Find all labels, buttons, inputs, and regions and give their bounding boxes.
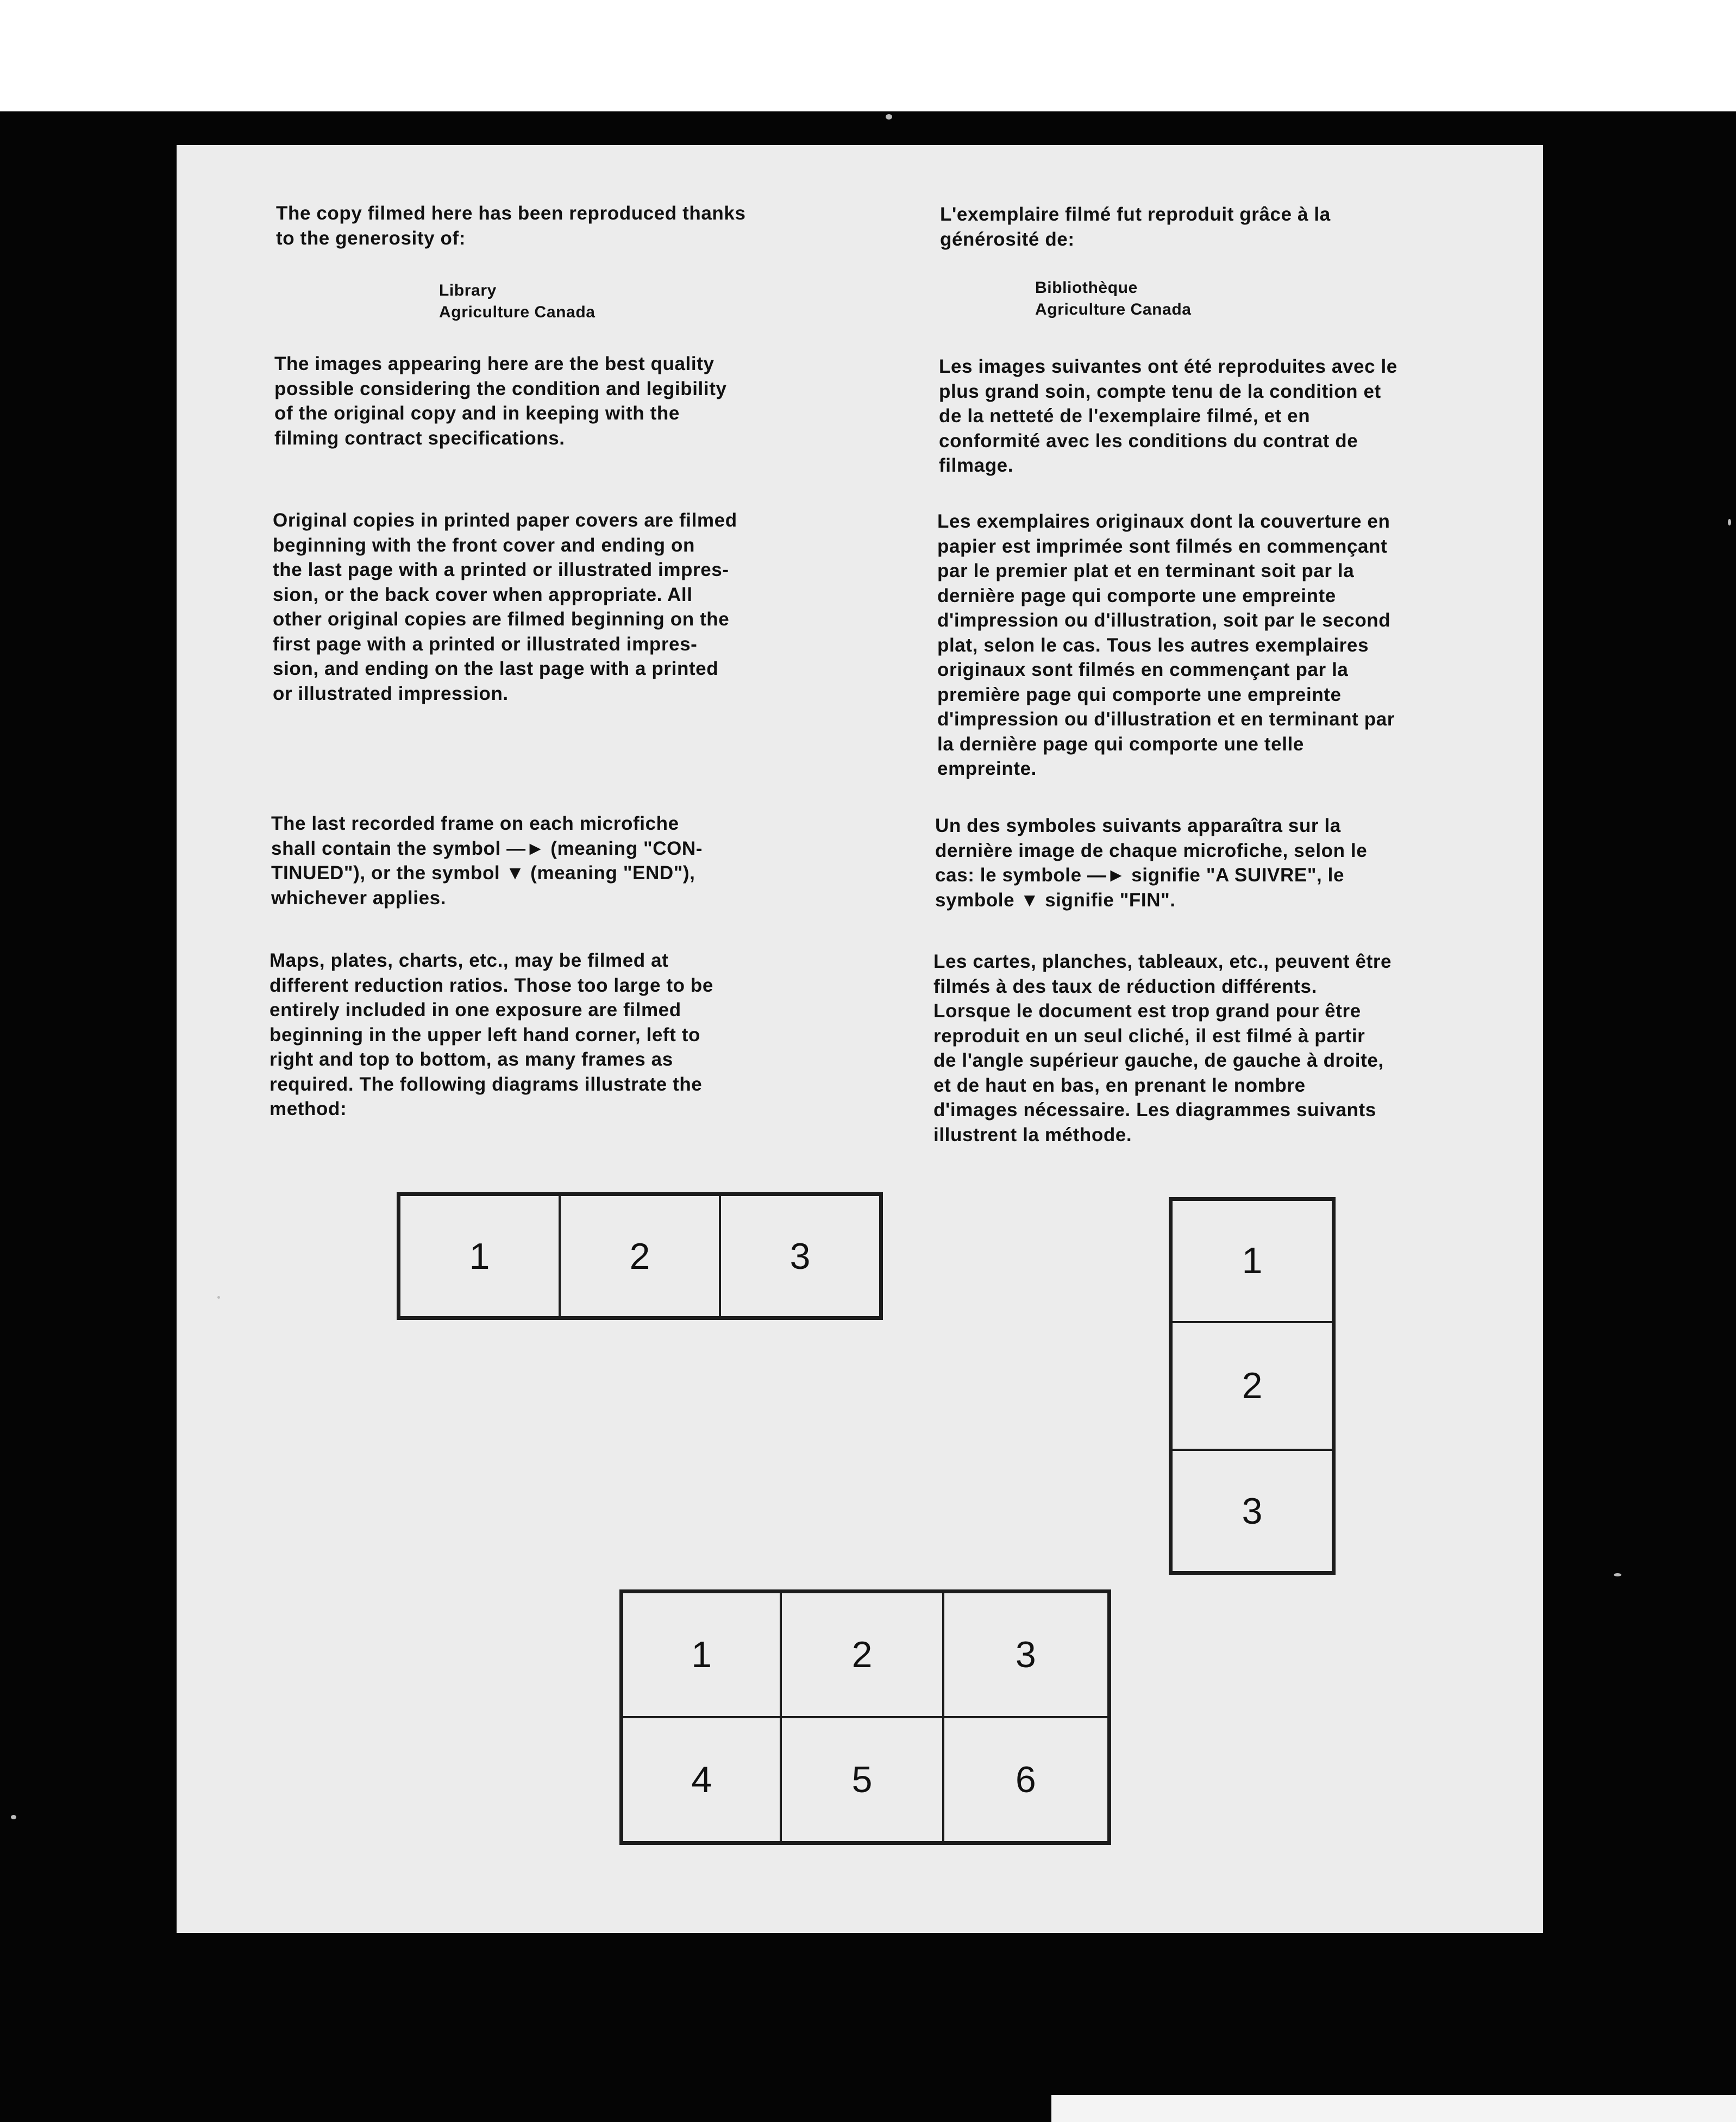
english-institution: Library Agriculture Canada <box>439 281 596 321</box>
frame-cell: 2 <box>560 1195 720 1317</box>
dust-speck <box>217 1296 220 1299</box>
frame-cell: 6 <box>943 1717 1108 1842</box>
frame-cell: 1 <box>1171 1200 1333 1322</box>
diagram-horizontal-frames <box>397 1192 883 1320</box>
french-institution: Bibliothèque Agriculture Canada <box>1035 279 1192 318</box>
dust-speck <box>1614 1573 1621 1576</box>
french-acknowledgement: L'exemplaire filmé fut reproduit grâce à la générosité de: <box>940 204 1331 250</box>
english-symbols: The last recorded frame on each microfiche shall contain the symbol —► (meaning "CON- TINUED"), or the symbol ▼ (meaning "END"), whichever applies. <box>271 813 703 909</box>
french-symbols: Un des symboles suivants apparaîtra sur la dernière image de chaque microfiche, selon le cas: le symbole —► signifie "A SUIVRE", le symbole ▼ signifie "FIN". <box>935 815 1368 911</box>
english-quality-statement: The images appearing here are the best quality possible considering the condition and legibility of the original copy and in keeping with the filming contract specifications. <box>274 353 727 449</box>
dust-speck <box>1728 519 1731 525</box>
french-maps-method: Les cartes, planches, tableaux, etc., peuvent être filmés à des taux de réduction différents. Lorsque le document est trop grand pour être reproduit en un seul cliché, il est filmé à partir de l'angle supérieur gauche, de gauche à droite, et de haut en bas, en prenant le nombre d'images nécessaire. Les diagrammes suivants illustrent la méthode. <box>933 951 1392 1145</box>
document-page <box>177 145 1543 1933</box>
frame-cell: 1 <box>399 1195 560 1317</box>
english-maps-method: Maps, plates, charts, etc., may be filmed at different reduction ratios. Those too large to be entirely included in one exposure are filmed beginning in the upper left hand corner, left to right and top to bottom, as many frames as required. The following diagrams illustrate the method: <box>270 950 713 1119</box>
frame-cell: 4 <box>622 1717 781 1842</box>
frame-cell: 1 <box>622 1592 781 1717</box>
frame-cell: 3 <box>943 1592 1108 1717</box>
dust-speck <box>886 114 892 120</box>
english-filming-order: Original copies in printed paper covers are filmed beginning with the front cover and ending on the last page with a printed or illustrated impres- sion, or the back cover when appropriate. All other original copies are filmed beginning on the first page with a printed or illustrated impres- sion, and ending on the last page with a printed or illustrated impression. <box>273 510 737 704</box>
film-edge-strip <box>1051 2095 1736 2122</box>
french-quality-statement: Les images suivantes ont été reproduites avec le plus grand soin, compte tenu de la condition et de la netteté de l'exemplaire filmé, et en conformité avec les conditions du contrat de filmage. <box>939 356 1397 476</box>
frame-cell: 3 <box>720 1195 880 1317</box>
diagram-vertical-frames <box>1169 1197 1336 1575</box>
frame-cell: 3 <box>1171 1450 1333 1572</box>
frame-cell: 2 <box>781 1592 943 1717</box>
french-filming-order: Les exemplaires originaux dont la couverture en papier est imprimée sont filmés en commençant par le premier plat et en terminant soit par la dernière page qui comporte une empreinte d'impression ou d'illustration, soit par le second plat, selon le cas. Tous les autres exemplaires originaux sont filmés en commençant par la première page qui comporte une empreinte d'impression ou d'illustration et en terminant par la dernière page qui comporte une telle empreinte. <box>937 511 1395 779</box>
dust-speck <box>11 1815 16 1819</box>
diagram-grid-frames <box>619 1589 1111 1845</box>
english-acknowledgement: The copy filmed here has been reproduced thanks to the generosity of: <box>276 203 746 249</box>
frame-cell: 2 <box>1171 1322 1333 1450</box>
frame-cell: 5 <box>781 1717 943 1842</box>
